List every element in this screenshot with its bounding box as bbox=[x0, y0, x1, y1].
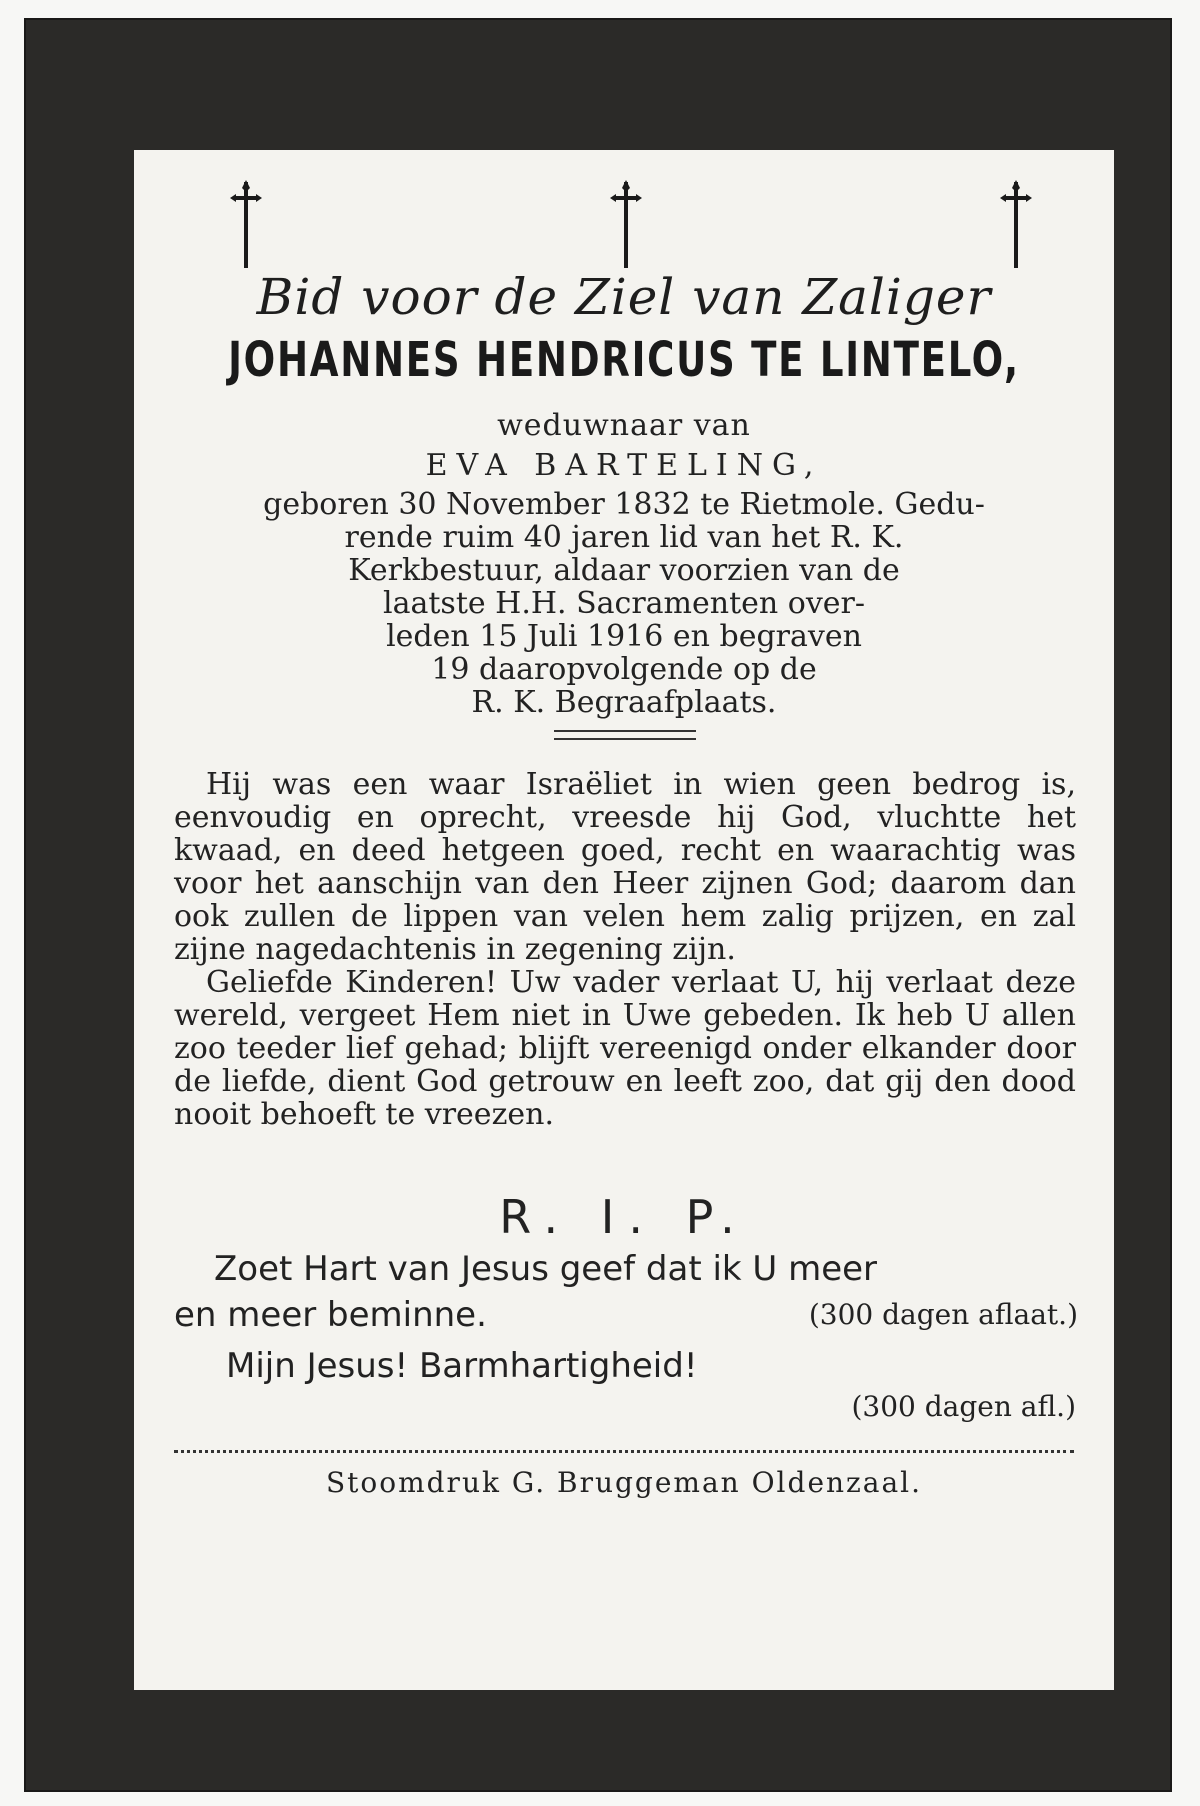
tribute-paragraph: Hij was een waar Israëliet in wien geen bedrog is, eenvoudig en oprecht, vreesde hij God, vluchtte het kwaad, en deed hetgeen goed, recht en waarachtig was voor het aanschijn van den Heer zijnen God; daarom dan ook zullen de lippen van velen hem zalig prijzen, en zal zijne nagedachtenis in zegening zijn. bbox=[174, 767, 1076, 967]
cross-icon bbox=[606, 180, 646, 270]
bio-line: geboren 30 November 1832 te Rietmole. Gedu- bbox=[263, 487, 985, 522]
prayer-mercy: Mijn Jesus! Barmhartigheid! bbox=[226, 1346, 698, 1386]
divider bbox=[554, 730, 696, 732]
biography bbox=[174, 488, 1074, 719]
prayer-sacred-heart bbox=[174, 1246, 1078, 1338]
widower-label: weduwnaar van bbox=[497, 408, 751, 443]
spouse-name: EVA BARTELING, bbox=[425, 448, 823, 483]
cross-icon bbox=[996, 180, 1036, 270]
bio-line: leden 15 Juli 1916 en begraven bbox=[386, 619, 862, 654]
divider bbox=[554, 738, 696, 740]
bio-line: Kerkbestuur, aldaar voorzien van de bbox=[348, 553, 900, 588]
prayer-line: en meer beminne. bbox=[174, 1295, 487, 1335]
bio-line: rende ruim 40 jaren lid van het R. K. bbox=[344, 520, 904, 555]
tribute-paragraph: Geliefde Kinderen! Uw vader verlaat U, hij verlaat deze wereld, vergeet Hem niet in Uwe gebeden. Ik heb U allen zoo teeder lief gehad; blijft vereenigd onder elkander door de liefde, dient God getrouw en leeft zoo, dat gij den dood nooit behoeft te vreezen. bbox=[174, 965, 1076, 1132]
prayer-line: Zoet Hart van Jesus geef dat ik U meer bbox=[214, 1249, 878, 1289]
rip-text: R. I. P. bbox=[499, 1190, 749, 1244]
dotted-divider bbox=[174, 1450, 1074, 1453]
bio-line: 19 daaropvolgende op de bbox=[431, 652, 817, 687]
bio-line: R. K. Begraafplaats. bbox=[471, 685, 777, 720]
card-heading: Bid voor de Ziel van Zaliger bbox=[256, 268, 992, 326]
tribute-text bbox=[174, 768, 1076, 1131]
deceased-name: JOHANNES HENDRICUS TE LINTELO, bbox=[228, 332, 1020, 388]
printer-credit: Stoomdruk G. Bruggeman Oldenzaal. bbox=[325, 1466, 923, 1499]
indulgence-note: (300 dagen aflaat.) bbox=[808, 1298, 1078, 1331]
memorial-card-border bbox=[24, 18, 1172, 1792]
indulgence-note: (300 dagen afl.) bbox=[851, 1390, 1076, 1423]
cross-icon bbox=[226, 180, 266, 270]
memorial-card bbox=[134, 150, 1114, 1690]
bio-line: laatste H.H. Sacramenten over- bbox=[383, 586, 865, 621]
